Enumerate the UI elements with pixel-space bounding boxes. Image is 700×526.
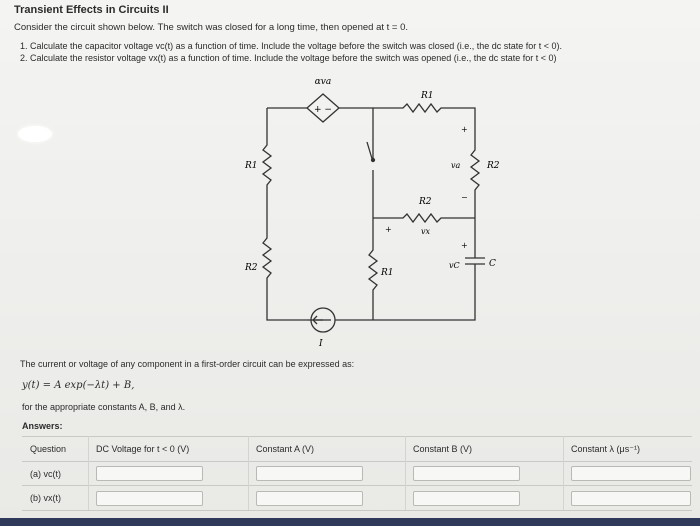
answer-b-dc-voltage[interactable] (96, 491, 203, 506)
r1-mid-label: R1 (381, 268, 394, 278)
answer-a-dc-voltage[interactable] (96, 466, 203, 481)
source-sign-label: + − (314, 105, 332, 115)
table-col-rule (405, 436, 406, 510)
table-col-rule (248, 436, 249, 510)
va-label: va (451, 161, 461, 170)
intro-text: Consider the circuit shown below. The switch was closed for a long time, then opened at t = 0. (14, 22, 409, 33)
constants-text: for the appropriate constants A, B, and λ. (22, 402, 186, 412)
header-constant-a: Constant A (V) (256, 444, 315, 454)
answer-a-constant-b[interactable] (413, 466, 520, 481)
table-col-rule (88, 436, 89, 510)
answer-b-constant-lambda[interactable] (571, 491, 691, 506)
expression-intro: The current or voltage of any component in a first-order circuit can be expressed as: (20, 359, 355, 369)
header-constant-lambda: Constant λ (μs⁻¹) (571, 444, 640, 454)
r2-mid-label: R2 (419, 197, 432, 207)
table-bottom-rule (22, 510, 692, 511)
answer-b-constant-b[interactable] (413, 491, 520, 506)
r2-left-label: R2 (245, 263, 258, 273)
page-title: Transient Effects in Circuits II (14, 4, 169, 16)
r1-top-label: R1 (421, 91, 434, 101)
question-list (20, 40, 562, 64)
answer-a-constant-a[interactable] (256, 466, 363, 481)
source-label: αva (314, 77, 332, 87)
table-col-rule (563, 436, 564, 510)
current-label: I (319, 339, 323, 349)
header-question: Question (30, 444, 67, 454)
row-label-b: (b) vx(t) (30, 493, 61, 503)
bottom-bar (0, 518, 700, 526)
vc-plus: + (461, 241, 468, 250)
va-minus: − (461, 193, 468, 202)
table-row-rule (22, 485, 692, 486)
va-plus: + (461, 125, 468, 134)
formula: y(t) = A exp(−λt) + B, (22, 380, 135, 391)
glare-spot (18, 126, 52, 142)
vc-label: vC (449, 261, 460, 270)
capacitor-label: C (489, 259, 496, 269)
table-header-rule (22, 461, 692, 462)
header-dc-voltage: DC Voltage for t < 0 (V) (96, 444, 190, 454)
question-1: 1. Calculate the capacitor voltage vc(t) as a function of time. Include the voltage before the switch was closed (i.e., the dc state for t < 0). (20, 41, 563, 51)
r2-right-label: R2 (487, 161, 500, 171)
table-top-rule (22, 436, 692, 437)
row-label-a: (a) vc(t) (30, 469, 61, 479)
vx-label: vx (421, 227, 431, 236)
circuit-diagram (225, 70, 525, 350)
answer-a-constant-lambda[interactable] (571, 466, 691, 481)
question-2: 2. Calculate the resistor voltage vx(t) as a function of time. Include the voltage before the switch was opened (i.e., the dc state for t < 0) (20, 53, 557, 63)
header-constant-b: Constant B (V) (413, 444, 473, 454)
r1-plus: + (385, 225, 392, 234)
answers-label: Answers: (22, 421, 63, 431)
r1-left-label: R1 (245, 161, 258, 171)
answer-b-constant-a[interactable] (256, 491, 363, 506)
